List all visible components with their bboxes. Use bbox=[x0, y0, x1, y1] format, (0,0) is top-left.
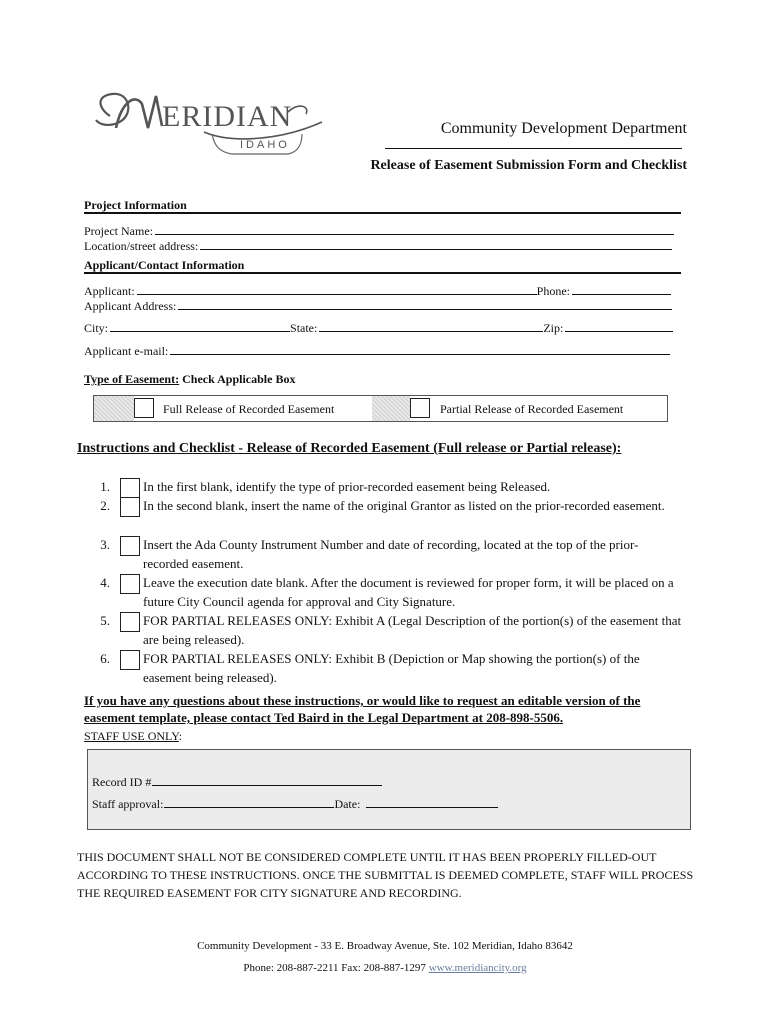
step-1-checkbox[interactable] bbox=[120, 478, 140, 498]
phone-field[interactable] bbox=[572, 283, 671, 295]
department-name: Community Development Department bbox=[440, 120, 687, 137]
instructions-title: Instructions and Checklist - Release of Recorded Easement (Full release or Partial release): bbox=[77, 441, 622, 456]
step-text: Insert the Ada County Instrument Number and date of recording, located at the top of the prior-recorded easement. bbox=[143, 537, 639, 571]
state-label: State: bbox=[290, 321, 318, 335]
date-label: Date: bbox=[334, 797, 361, 811]
email-field[interactable] bbox=[170, 343, 670, 355]
meridian-logo bbox=[92, 82, 332, 160]
step-number: 1. bbox=[100, 479, 110, 494]
project-address-field[interactable] bbox=[200, 238, 672, 250]
step-text: In the first blank, identify the type of prior-recorded easement being Released. bbox=[143, 479, 551, 494]
meridian-logo-graphic bbox=[92, 82, 332, 160]
step-4-checkbox[interactable] bbox=[120, 574, 140, 594]
staff-use-label-underlined: STAFF USE ONLY bbox=[84, 729, 179, 743]
step-text: FOR PARTIAL RELEASES ONLY: Exhibit A (Legal Description of the portion(s) of the easement that are being released). bbox=[143, 613, 682, 647]
easement-type-label-underlined: Type of Easement: bbox=[84, 372, 180, 386]
project-address-row bbox=[84, 238, 672, 254]
shade-decoration bbox=[94, 396, 134, 421]
project-name-label: Project Name: bbox=[84, 224, 153, 238]
easement-type-label bbox=[84, 372, 295, 387]
zip-field[interactable] bbox=[565, 320, 673, 332]
email-row bbox=[84, 343, 670, 359]
step-number: 6. bbox=[100, 651, 110, 666]
step-2-checkbox[interactable] bbox=[120, 497, 140, 517]
svg-text:ERIDIAN: ERIDIAN bbox=[162, 100, 293, 133]
easement-type-label-rest: Check Applicable Box bbox=[182, 372, 296, 386]
applicant-address-label: Applicant Address: bbox=[84, 299, 177, 313]
applicant-label: Applicant: bbox=[84, 284, 135, 298]
completion-notice: THIS DOCUMENT SHALL NOT BE CONSIDERED COMPLETE UNTIL IT HAS BEEN PROPERLY FILLED-OUT ACCORDING TO THESE INSTRUCTIONS. ONCE THE SUBMITTAL IS DEEMED COMPLETE, STAFF WILL PROCESS THE REQUIRED EASEMENT FOR CITY SIGNATURE AND RECORDING. bbox=[77, 850, 694, 900]
staff-use-label bbox=[84, 729, 182, 744]
city-field[interactable] bbox=[110, 320, 290, 332]
step-6-checkbox[interactable] bbox=[120, 650, 140, 670]
record-id-row bbox=[92, 774, 382, 790]
step-text: FOR PARTIAL RELEASES ONLY: Exhibit B (Depiction or Map showing the portion(s) of the easement being released). bbox=[143, 651, 640, 685]
partial-release-label: Partial Release of Recorded Easement bbox=[440, 402, 624, 416]
svg-text:IDAHO: IDAHO bbox=[240, 139, 290, 151]
footer-address: Community Development - 33 E. Broadway Avenue, Ste. 102 Meridian, Idaho 83642 bbox=[197, 940, 573, 952]
step-number: 3. bbox=[100, 537, 110, 552]
footer-phone-fax: Phone: 208-887-2211 Fax: 208-887-1297 bbox=[243, 962, 426, 974]
website-link[interactable]: www.meridiancity.org bbox=[428, 962, 527, 974]
contact-note: If you have any questions about these instructions, or would like to request an editable version of the easement template, please contact Ted Baird in the Legal Department at 208-898-5506. bbox=[84, 693, 641, 725]
applicant-address-row bbox=[84, 298, 672, 314]
section-divider bbox=[84, 212, 681, 214]
staff-approval-row bbox=[92, 796, 498, 812]
city-state-zip-row bbox=[84, 320, 673, 336]
project-name-field[interactable] bbox=[155, 223, 674, 235]
phone-label: Phone: bbox=[536, 284, 570, 298]
city-label: City: bbox=[84, 321, 109, 335]
staff-use-label-colon: : bbox=[178, 729, 183, 743]
section-title-applicant: Applicant/Contact Information bbox=[84, 258, 245, 272]
step-3-checkbox[interactable] bbox=[120, 536, 140, 556]
divider bbox=[385, 148, 682, 149]
zip-label: Zip: bbox=[543, 321, 564, 335]
form-title: Release of Easement Submission Form and Checklist bbox=[370, 158, 687, 173]
full-release-label: Full Release of Recorded Easement bbox=[163, 402, 335, 416]
step-text: Leave the execution date blank. After the document is reviewed for proper form, it will be placed on a future City Council agenda for approval and City Signature. bbox=[143, 575, 674, 609]
step-5-checkbox[interactable] bbox=[120, 612, 140, 632]
staff-approval-field[interactable] bbox=[164, 796, 334, 808]
step-number: 5. bbox=[100, 613, 110, 628]
full-release-checkbox[interactable] bbox=[134, 398, 154, 418]
step-number: 4. bbox=[100, 575, 110, 590]
project-address-label: Location/street address: bbox=[84, 239, 199, 253]
record-id-label: Record ID # bbox=[92, 775, 152, 789]
applicant-address-field[interactable] bbox=[178, 298, 672, 310]
footer-contact bbox=[0, 962, 770, 974]
record-id-field[interactable] bbox=[152, 774, 382, 786]
easement-type-box bbox=[93, 395, 668, 422]
partial-release-checkbox[interactable] bbox=[410, 398, 430, 418]
state-field[interactable] bbox=[319, 320, 543, 332]
staff-approval-label: Staff approval: bbox=[92, 797, 164, 811]
project-name-row bbox=[84, 223, 674, 239]
email-label: Applicant e-mail: bbox=[84, 344, 169, 358]
step-text: In the second blank, insert the name of the original Grantor as listed on the prior-recorded easement. bbox=[143, 498, 665, 513]
staff-use-box bbox=[87, 749, 691, 830]
applicant-row bbox=[84, 283, 671, 299]
applicant-field[interactable] bbox=[137, 283, 537, 295]
section-title-project: Project Information bbox=[84, 198, 187, 212]
section-divider bbox=[84, 272, 681, 274]
step-number: 2. bbox=[100, 498, 110, 513]
shade-decoration bbox=[372, 396, 410, 421]
date-field[interactable] bbox=[366, 796, 498, 808]
